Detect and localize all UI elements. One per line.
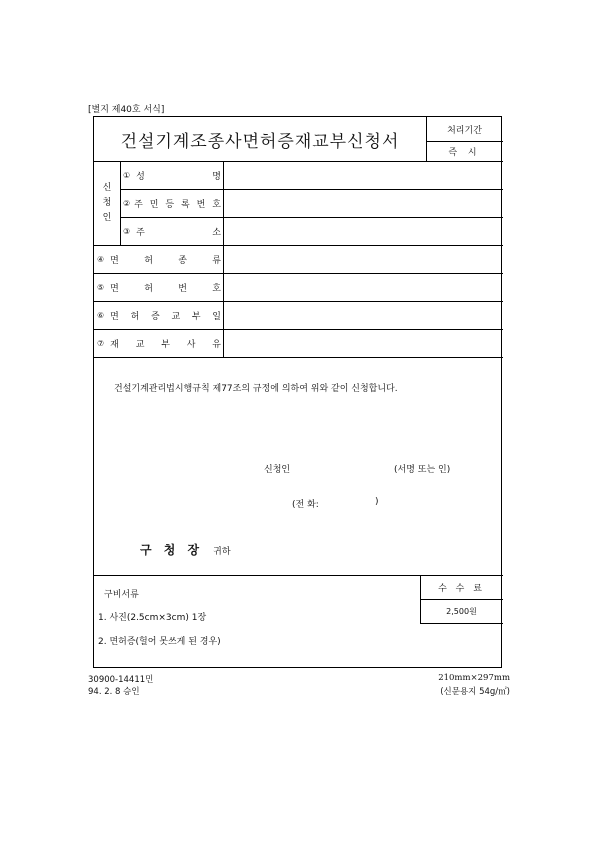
documents-label: 구비서류	[104, 590, 139, 600]
name-field[interactable]	[224, 162, 502, 189]
resident-number-field[interactable]	[224, 190, 502, 217]
form-title: 건설기계조종사면허증재교부신청서	[120, 131, 400, 152]
document-item: 2. 면허증(헐어 못쓰게 된 경우)	[98, 637, 221, 647]
issue-date-field[interactable]	[224, 302, 502, 329]
statement-text: 건설기계관리법시행규칙 제77조의 규정에 의하여 위와 같이 신청합니다.	[114, 384, 398, 394]
applicant-label: 신 청 인	[102, 182, 112, 223]
application-form	[93, 116, 502, 668]
footer-approval: 94. 2. 8 승인	[88, 687, 140, 697]
address-field[interactable]	[224, 218, 502, 245]
field-label-issue-date: ⑥ 면 허 증 교 부 일	[97, 310, 221, 322]
field-label-license-number: ⑤ 면 허 번 호	[97, 282, 221, 294]
footer-paper: (신문용지 54g/㎡)	[440, 687, 510, 697]
fee-label: 수 수 료	[438, 583, 485, 594]
field-label-license-type: ④ 면 허 종 류	[97, 254, 221, 266]
reissue-reason-field[interactable]	[224, 330, 502, 357]
field-label-name: ① 성 명	[123, 170, 221, 182]
processing-period-value: 즉 시	[448, 147, 481, 158]
license-number-field[interactable]	[224, 274, 502, 301]
phone-label: (전 화:	[292, 500, 319, 510]
fee-value: 2,500원	[446, 606, 477, 616]
field-label-resident-number: ② 주 민 등 록 번 호	[123, 198, 221, 210]
applicant-sign-label: 신청인	[264, 465, 291, 475]
sign-or-seal-label: (서명 또는 인)	[394, 465, 451, 475]
document-item: 1. 사진(2.5cm×3cm) 1장	[98, 613, 207, 623]
phone-close: )	[375, 497, 379, 507]
license-type-field[interactable]	[224, 246, 502, 273]
form-number: [별지 제40호 서식]	[88, 105, 165, 115]
processing-period-label: 처리기간	[447, 125, 482, 136]
field-label-address: ③ 주 소	[123, 226, 221, 238]
footer-size: 210mm×297mm	[438, 673, 510, 683]
field-label-reissue-reason: ⑦ 재 교 부 사 유	[97, 338, 221, 350]
recipient: 구 청 장 귀하	[140, 543, 231, 557]
footer-code: 30900-14411민	[88, 675, 154, 685]
